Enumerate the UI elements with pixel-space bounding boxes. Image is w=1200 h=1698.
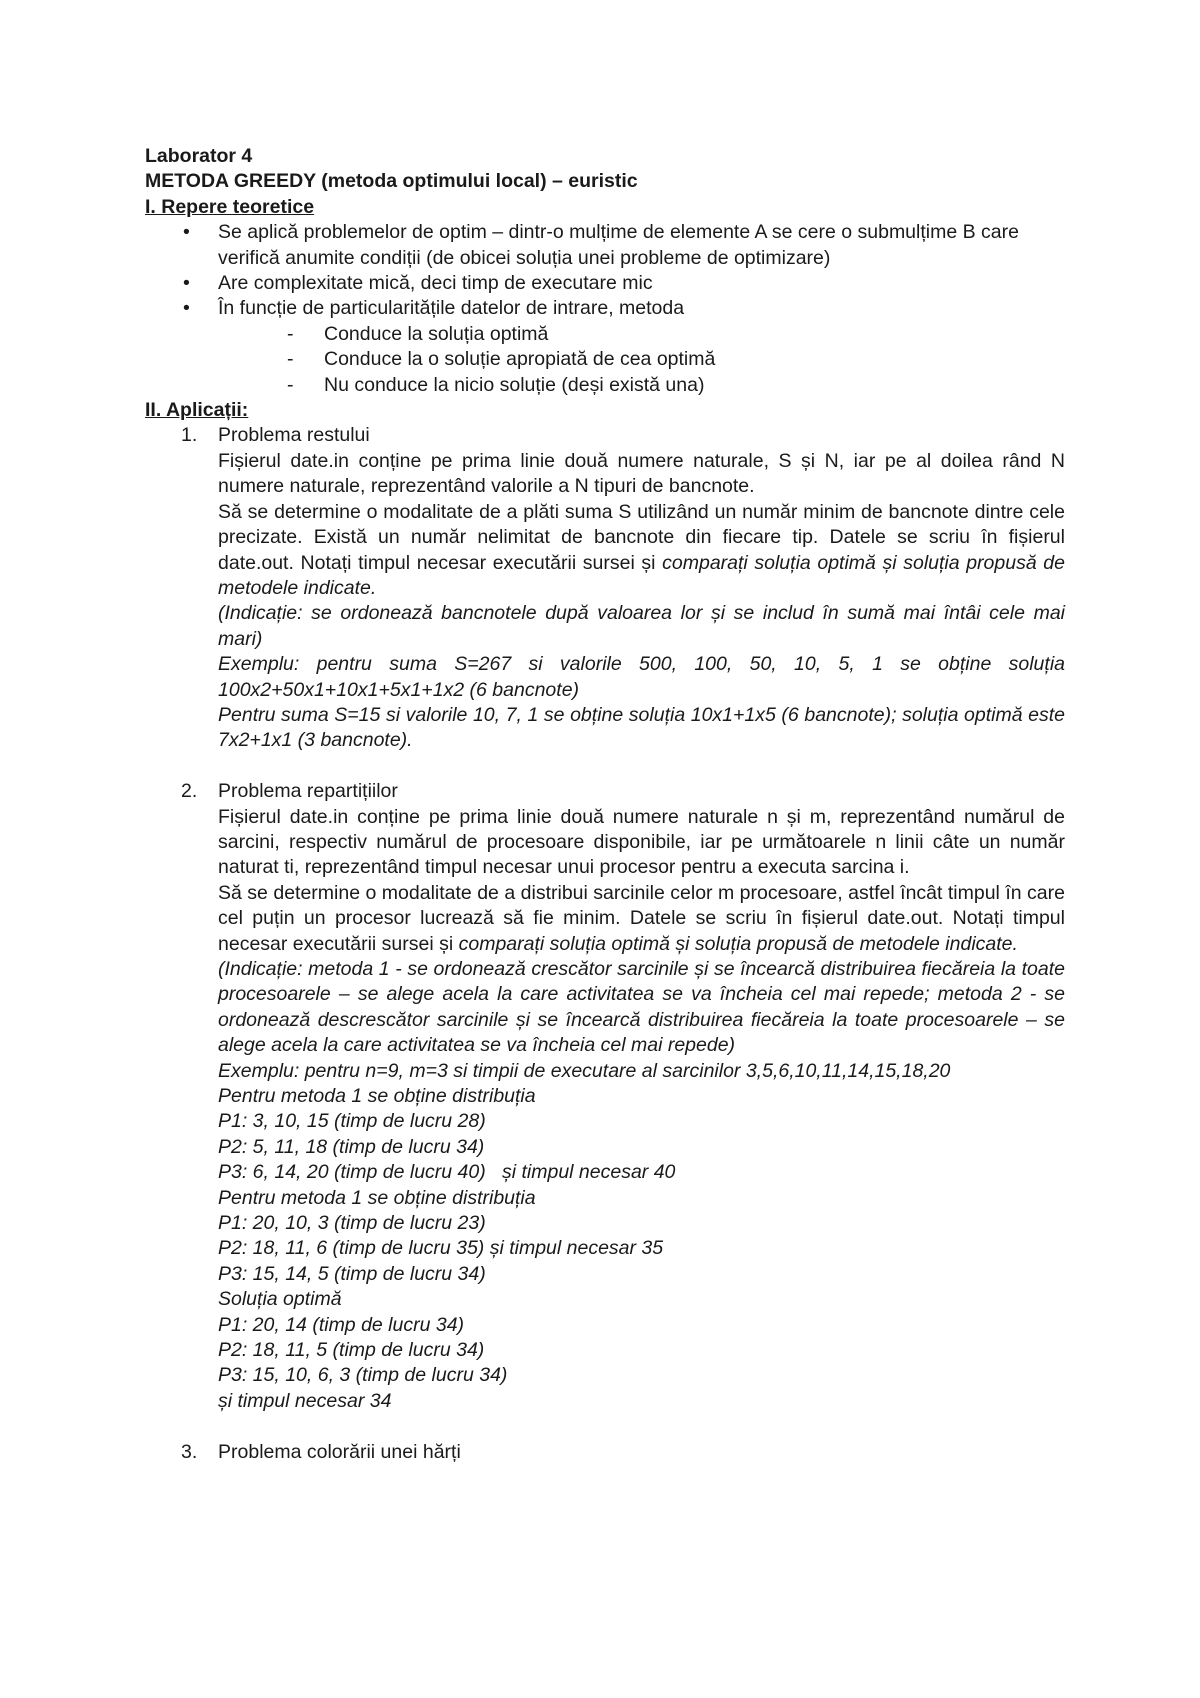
- example-line: P3: 15, 10, 6, 3 (timp de lucru 34): [218, 1364, 508, 1387]
- dash-text: Conduce la soluția optimă: [324, 322, 549, 345]
- example-line: P2: 18, 11, 5 (timp de lucru 34): [218, 1339, 485, 1362]
- problem-number: 3.: [181, 1440, 198, 1463]
- section-theory-heading: I. Repere teoretice: [145, 195, 315, 218]
- problem-2-heading: [145, 779, 1065, 804]
- problem-example: Pentru suma S=15 si valorile 10, 7, 1 se obține soluția 10x1+1x5 (6 bancnote); soluția optimă este 7x2+1x1 (3 bancnote).: [218, 703, 1065, 752]
- example-line: P2: 5, 11, 18 (timp de lucru 34): [218, 1135, 485, 1158]
- dash-text: Nu conduce la nicio soluție (deși există una): [324, 373, 705, 396]
- example-line: Pentru metoda 1 se obține distribuția: [218, 1085, 536, 1108]
- dash-icon: -: [287, 322, 294, 345]
- example-line: Exemplu: pentru n=9, m=3 si timpii de executare al sarcinilor 3,5,6,10,11,14,15,18,20: [218, 1059, 951, 1082]
- example-line: P3: 6, 14, 20 (timp de lucru 40) și timpul necesar 40: [218, 1161, 676, 1184]
- problem-1-heading: [145, 423, 1065, 448]
- bullet-text: Se aplică problemelor de optim – dintr-o mulțime de elemente A se cere o submulțime B care verifică anumite condiții (de obicei soluția unei probleme de optimizare): [218, 221, 1019, 269]
- problem-text: Să se determine o modalitate de a plăti suma S utilizând un număr minim de bancnote dintre cele precizate. Există un număr nelimitat de bancnote din fiecare tip. Datele se scriu în fișierul date.out. Notați timpul necesar executării sursei și comparați soluția optimă și soluția propusă de metodele indicate.: [218, 500, 1065, 599]
- problem-title: Problema restului: [218, 424, 370, 447]
- bullet-text: Are complexitate mică, deci timp de executare mic: [218, 272, 653, 295]
- problem-title: Problema repartițiilor: [218, 780, 398, 803]
- problem-number: 1.: [181, 424, 198, 447]
- problem-text: Fișierul date.in conține pe prima linie două numere naturale n și m, reprezentând numărul de sarcini, respectiv numărul de procesoare disponibile, iar pe următoarele n linii câte un număr naturat ti, reprezentând timpul necesar unui procesor pentru a executa sarcina i.: [218, 805, 1065, 879]
- problem-text: Fișierul date.in conține pe prima linie două numere naturale, S și N, iar pe al doilea rând N numere naturale, reprezentând valorile a N tipuri de bancnote.: [218, 449, 1065, 498]
- dash-text: Conduce la o soluție apropiată de cea optimă: [324, 348, 716, 371]
- spacer: [145, 1414, 1065, 1439]
- problem-hint: (Indicație: metoda 1 - se ordonează crescător sarcinile și se încearcă distribuirea fiecăreia la toate procesoarele – se alege acela la care activitatea se va încheia cel mai repede; metoda 2 - se ordonează descrescător sarcinile și se încearcă distribuirea fiecăreia la toate procesoarele – se alege acela la care activitatea se va încheia cel mai repede): [218, 957, 1065, 1057]
- example-line: Soluția optimă: [218, 1288, 342, 1311]
- dash-icon: -: [287, 348, 294, 371]
- dash-item: [145, 322, 1065, 347]
- dash-icon: -: [287, 373, 294, 396]
- bullet-icon: •: [183, 221, 190, 244]
- example-line: P1: 20, 14 (timp de lucru 34): [218, 1313, 465, 1336]
- example-line: Pentru metoda 1 se obține distribuția: [218, 1186, 536, 1209]
- bullet-icon: •: [183, 297, 190, 320]
- example-line: P1: 20, 10, 3 (timp de lucru 23): [218, 1212, 486, 1235]
- dash-item: [145, 373, 1065, 398]
- doc-title: Laborator 4: [145, 145, 253, 167]
- problem-example: Exemplu: pentru suma S=267 si valorile 500, 100, 50, 10, 5, 1 se obține soluția 100x2+50x1+10x1+5x1+1x2 (6 bancnote): [218, 653, 1065, 701]
- problem-title: Problema colorării unei hărți: [218, 1440, 461, 1463]
- problem-2-body: [145, 805, 1065, 1415]
- example-line: și timpul necesar 34: [218, 1389, 392, 1412]
- bullet-icon: •: [183, 272, 190, 295]
- document-page: [145, 144, 1065, 1465]
- doc-subtitle: METODA GREEDY (metoda optimului local) – euristic: [145, 170, 638, 193]
- problem-text: Să se determine o modalitate de a distribui sarcinile celor m procesoare, astfel încât timpul în care cel puțin un procesor lucrează să fie minim. Datele se scriu în fișierul date.out. Notați timpul necesar executării sursei și comparați soluția optimă și soluția propusă de metodele indicate.: [218, 881, 1065, 955]
- example-line: P2: 18, 11, 6 (timp de lucru 35) și timpul necesar 35: [218, 1237, 664, 1260]
- example-line: P1: 3, 10, 15 (timp de lucru 28): [218, 1110, 486, 1133]
- example-line: P3: 15, 14, 5 (timp de lucru 34): [218, 1262, 486, 1285]
- dash-item: [145, 347, 1065, 372]
- spacer: [145, 754, 1065, 779]
- problem-number: 2.: [181, 780, 198, 803]
- bullet-item: [145, 296, 1065, 321]
- bullet-item: [145, 271, 1065, 296]
- bullet-item: [145, 220, 1065, 271]
- section-applications-heading: II. Aplicații:: [145, 399, 249, 422]
- problem-1-body: [145, 449, 1065, 754]
- problem-hint: (Indicație: se ordonează bancnotele după valoarea lor și se includ în sumă mai întâi cele mai mari): [218, 602, 1065, 650]
- bullet-text: În funcție de particularitățile datelor de intrare, metoda: [218, 297, 685, 320]
- problem-3-heading: [145, 1440, 1065, 1465]
